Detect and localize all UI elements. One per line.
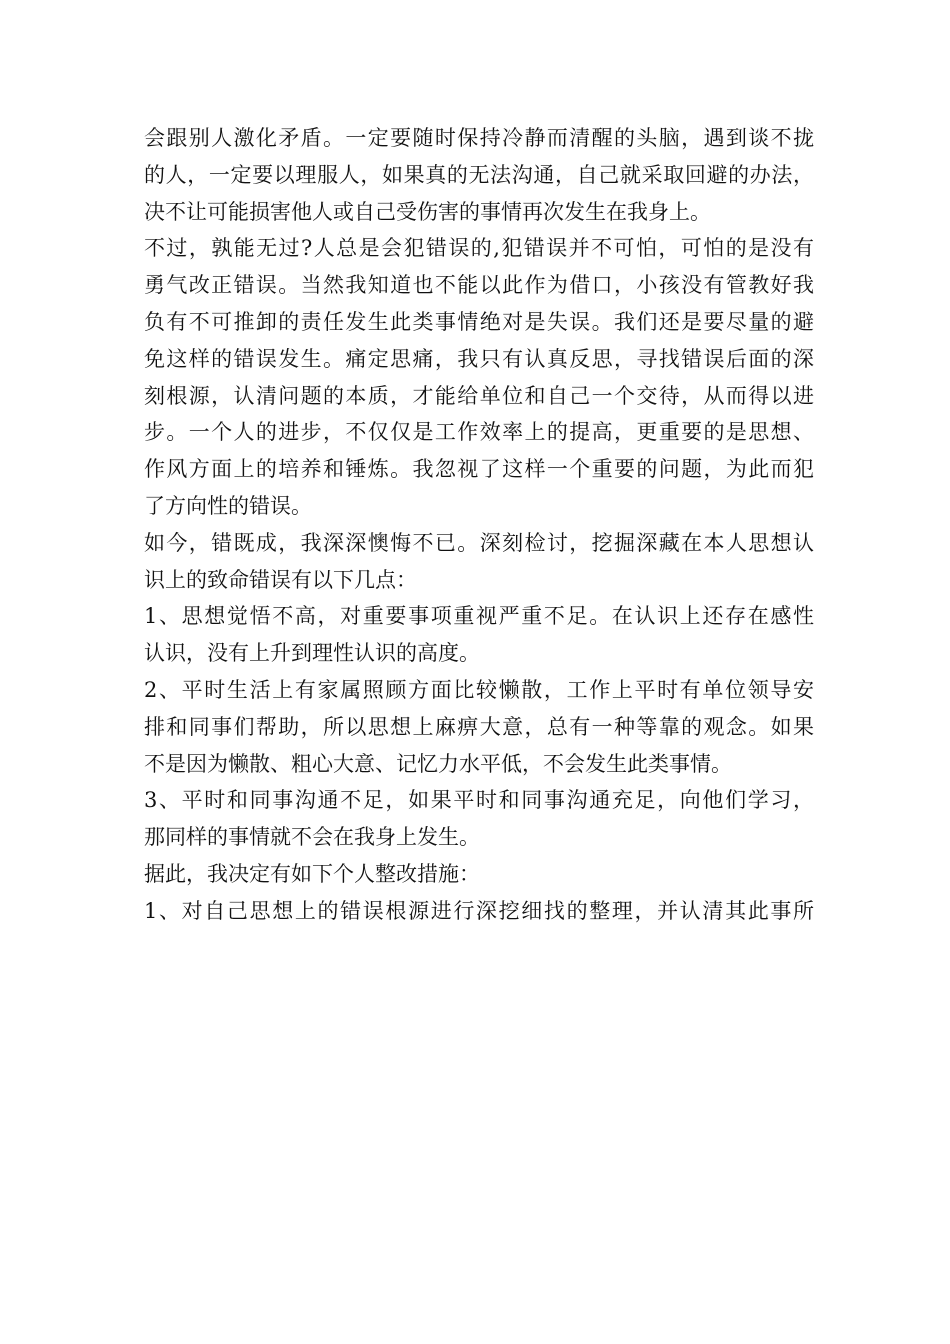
text-line: 认识，没有上升到理性认识的高度。 [144, 641, 480, 666]
text-line: 刻根源，认清问题的本质，才能给单位和自己一个交待，从而得以进 [144, 383, 814, 408]
text-line: 据此，我决定有如下个人整改措施： [144, 861, 480, 886]
text-line: 不是因为懒散、粗心大意、记忆力水平低，不会发生此类事情。 [144, 751, 732, 776]
text-line: 勇气改正错误。当然我知道也不能以此作为借口，小孩没有管教好我 [144, 273, 814, 298]
text-line: 作风方面上的培养和锤炼。我忽视了这样一个重要的问题，为此而犯 [144, 457, 814, 482]
text-line: 免这样的错误发生。痛定思痛，我只有认真反思，寻找错误后面的深 [144, 346, 814, 371]
text-line: 2、平时生活上有家属照顾方面比较懒散，工作上平时有单位领导安 [144, 677, 814, 702]
text-line: 3、平时和同事沟通不足，如果平时和同事沟通充足，向他们学习， [144, 788, 814, 813]
text-line: 的人，一定要以理服人，如果真的无法沟通，自己就采取回避的办法， [144, 162, 814, 187]
text-line: 步。一个人的进步，不仅仅是工作效率上的提高，更重要的是思想、 [144, 420, 814, 445]
text-line: 1、思想觉悟不高，对重要事项重视严重不足。在认识上还存在感性 [144, 604, 814, 629]
document-body [144, 120, 814, 930]
text-line: 不过，孰能无过?人总是会犯错误的,犯错误并不可怕，可怕的是没有 [144, 236, 814, 261]
text-line: 那同样的事情就不会在我身上发生。 [144, 825, 480, 850]
text-line: 排和同事们帮助，所以思想上麻痹大意，总有一种等靠的观念。如果 [144, 714, 814, 739]
text-line: 负有不可推卸的责任发生此类事情绝对是失误。我们还是要尽量的避 [144, 309, 814, 334]
text-line: 识上的致命错误有以下几点： [144, 567, 417, 592]
text-line: 1、对自己思想上的错误根源进行深挖细找的整理，并认清其此事所 [144, 898, 814, 923]
text-line: 了方向性的错误。 [144, 493, 312, 518]
text-line: 如今，错既成，我深深懊悔不已。深刻检讨，挖掘深藏在本人思想认 [144, 530, 814, 555]
text-line: 决不让可能损害他人或自己受伤害的事情再次发生在我身上。 [144, 199, 711, 224]
text-line: 会跟别人激化矛盾。一定要随时保持冷静而清醒的头脑，遇到谈不拢 [144, 126, 814, 150]
